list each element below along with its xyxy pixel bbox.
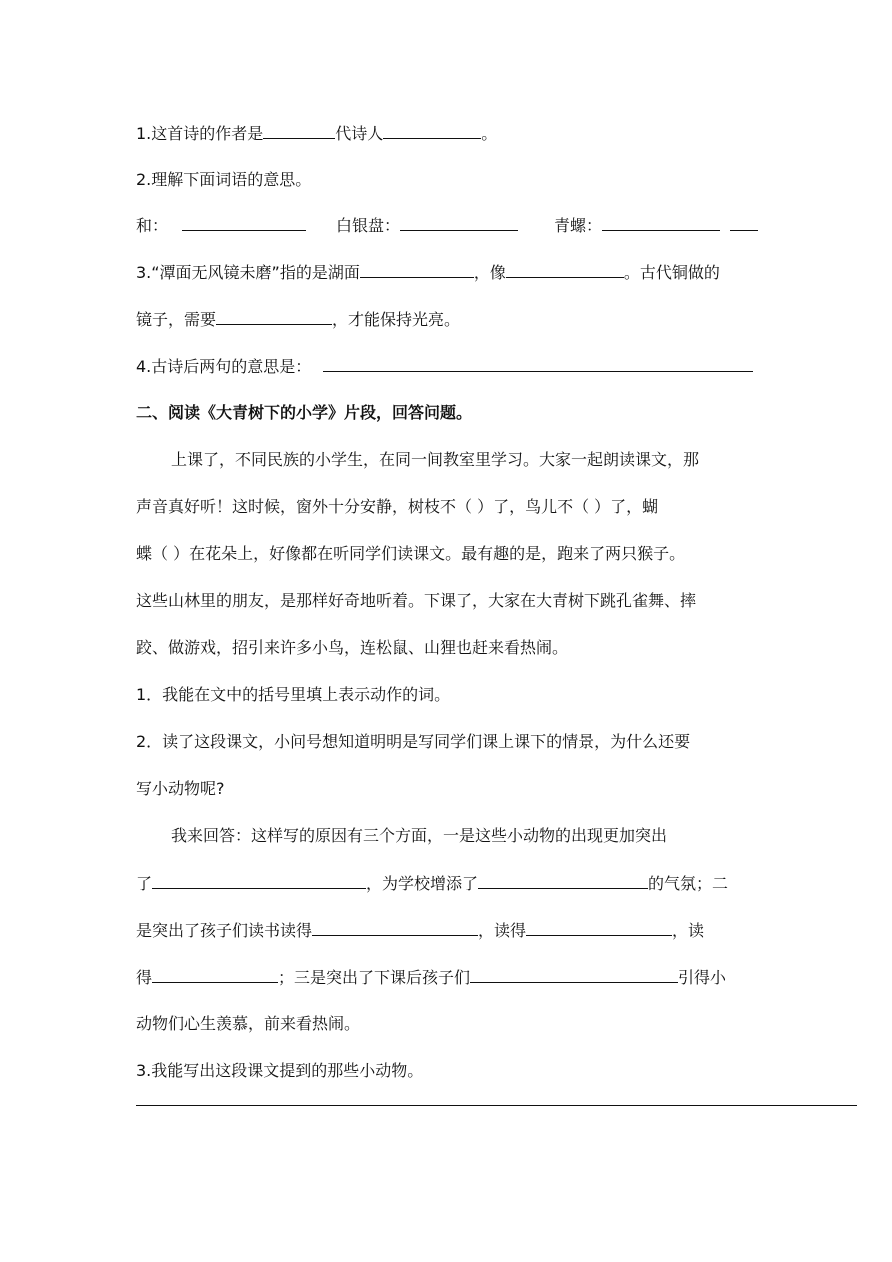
passage-text-1: 上课了，不同民族的小学生，在同一间教室里学习。大家一起朗读课文，那 [171,450,700,469]
question-1-2 [136,169,311,191]
meaning-blank-2[interactable] [683,355,753,372]
term-extra-blank[interactable] [730,214,758,231]
q2-1-text: 1．我能在文中的括号里填上表示动作的词。 [136,685,451,704]
term-qingluo-blank[interactable] [602,214,720,231]
answer-3-prefix: 得 [136,968,153,987]
q1-middle: 代诗人 [335,124,384,143]
q3-like: ，像 [473,263,506,282]
q2-2-text-1: 2．读了这段课文，小问号想知道明明是写同学们课上课下的情景，为什么还要 [136,732,691,751]
q2-3-text: 3.我能写出这段课文提到的那些小动物。 [136,1061,424,1080]
q2-2-text-2: 写小动物呢? [136,779,225,798]
passage-text-3: 蝶（ ）在花朵上，好像都在听同学们读课文。最有趣的是，跑来了两只猴子。 [136,544,686,563]
answer-intro [171,825,667,847]
passage-text-2: 声音真好听！这时候，窗外十分安静，树枝不（ ）了，鸟儿不（ ）了，蝴 [136,497,659,516]
passage-line-1 [171,449,699,471]
passage-text-4: 这些山林里的朋友，是那样好奇地听着。下课了，大家在大青树下跳孔雀舞、摔 [136,591,697,610]
reading-blank-3[interactable] [152,966,278,983]
term-he-blank[interactable] [182,214,306,231]
passage-text-5: 跤、做游戏，招引来许多小鸟，连松鼠、山狸也赶来看热闹。 [136,638,569,657]
question-2-3 [136,1060,423,1082]
author-dynasty-blank[interactable] [263,122,335,139]
section-2-title: 二、阅读《大青树下的小学》片段，回答问题。 [136,403,473,422]
question-2-2-line2 [136,778,225,800]
meaning-blank-1[interactable] [323,355,683,372]
answer-line-1 [136,872,728,894]
after-class-blank[interactable] [470,966,678,983]
answer-line-2 [136,919,704,941]
lake-surface-blank[interactable] [360,261,474,278]
q4-text: 4.古诗后两句的意思是： [136,357,312,376]
answer-line-4 [136,1013,360,1035]
question-1-4 [136,355,753,377]
q3-end: ，才能保持光亮。 [332,310,461,329]
q1-prefix: 1.这首诗的作者是 [136,124,264,143]
question-2-1 [136,684,450,706]
answer-2-middle: ，读得 [478,921,527,940]
question-1-3-line1 [136,261,720,283]
q2-text: 2.理解下面词语的意思。 [136,170,312,189]
highlight-blank[interactable] [152,872,366,889]
answer-3-middle: ；三是突出了下课后孩子们 [278,968,471,987]
term-baiyinpan-label: 白银盘： [336,216,401,235]
answer-2-end: ，读 [672,921,705,940]
question-1-3-line2 [136,308,460,330]
answer-line-3 [136,966,726,988]
term-he-label: 和： [136,216,169,235]
answer-intro-text: 我来回答：这样写的原因有三个方面，一是这些小动物的出现更加突出 [171,826,668,845]
answer-1-end: 的气氛；二 [648,874,729,893]
passage-line-3 [136,543,685,565]
atmosphere-blank[interactable] [478,872,648,889]
mirror-need-blank[interactable] [216,308,332,325]
answer-1-prefix: 了 [136,874,153,893]
terms-row [136,214,758,236]
q3-mirror: 镜子，需要 [136,310,217,329]
q3-prefix: 3.“潭面无风镜未磨”指的是湖面 [136,263,360,282]
question-1-1 [136,122,497,144]
answer-4-text: 动物们心生羡慕，前来看热闹。 [136,1014,361,1033]
reading-blank-1[interactable] [312,919,478,936]
term-qingluo-label: 青螺： [554,216,603,235]
passage-line-2 [136,496,658,518]
poet-name-blank[interactable] [383,122,481,139]
q3-continue: 。古代铜做的 [623,263,720,282]
passage-line-4 [136,590,696,612]
reading-blank-2[interactable] [526,919,672,936]
animals-answer-line[interactable] [136,1105,857,1106]
answer-2-prefix: 是突出了孩子们读书读得 [136,921,313,940]
like-blank[interactable] [506,261,624,278]
section-2-heading [136,402,472,424]
answer-3-end: 引得小 [678,968,727,987]
passage-line-5 [136,637,568,659]
q1-end: 。 [481,124,498,143]
term-baiyinpan-blank[interactable] [400,214,518,231]
question-2-2-line1 [136,731,690,753]
answer-1-middle: ，为学校增添了 [366,874,479,893]
